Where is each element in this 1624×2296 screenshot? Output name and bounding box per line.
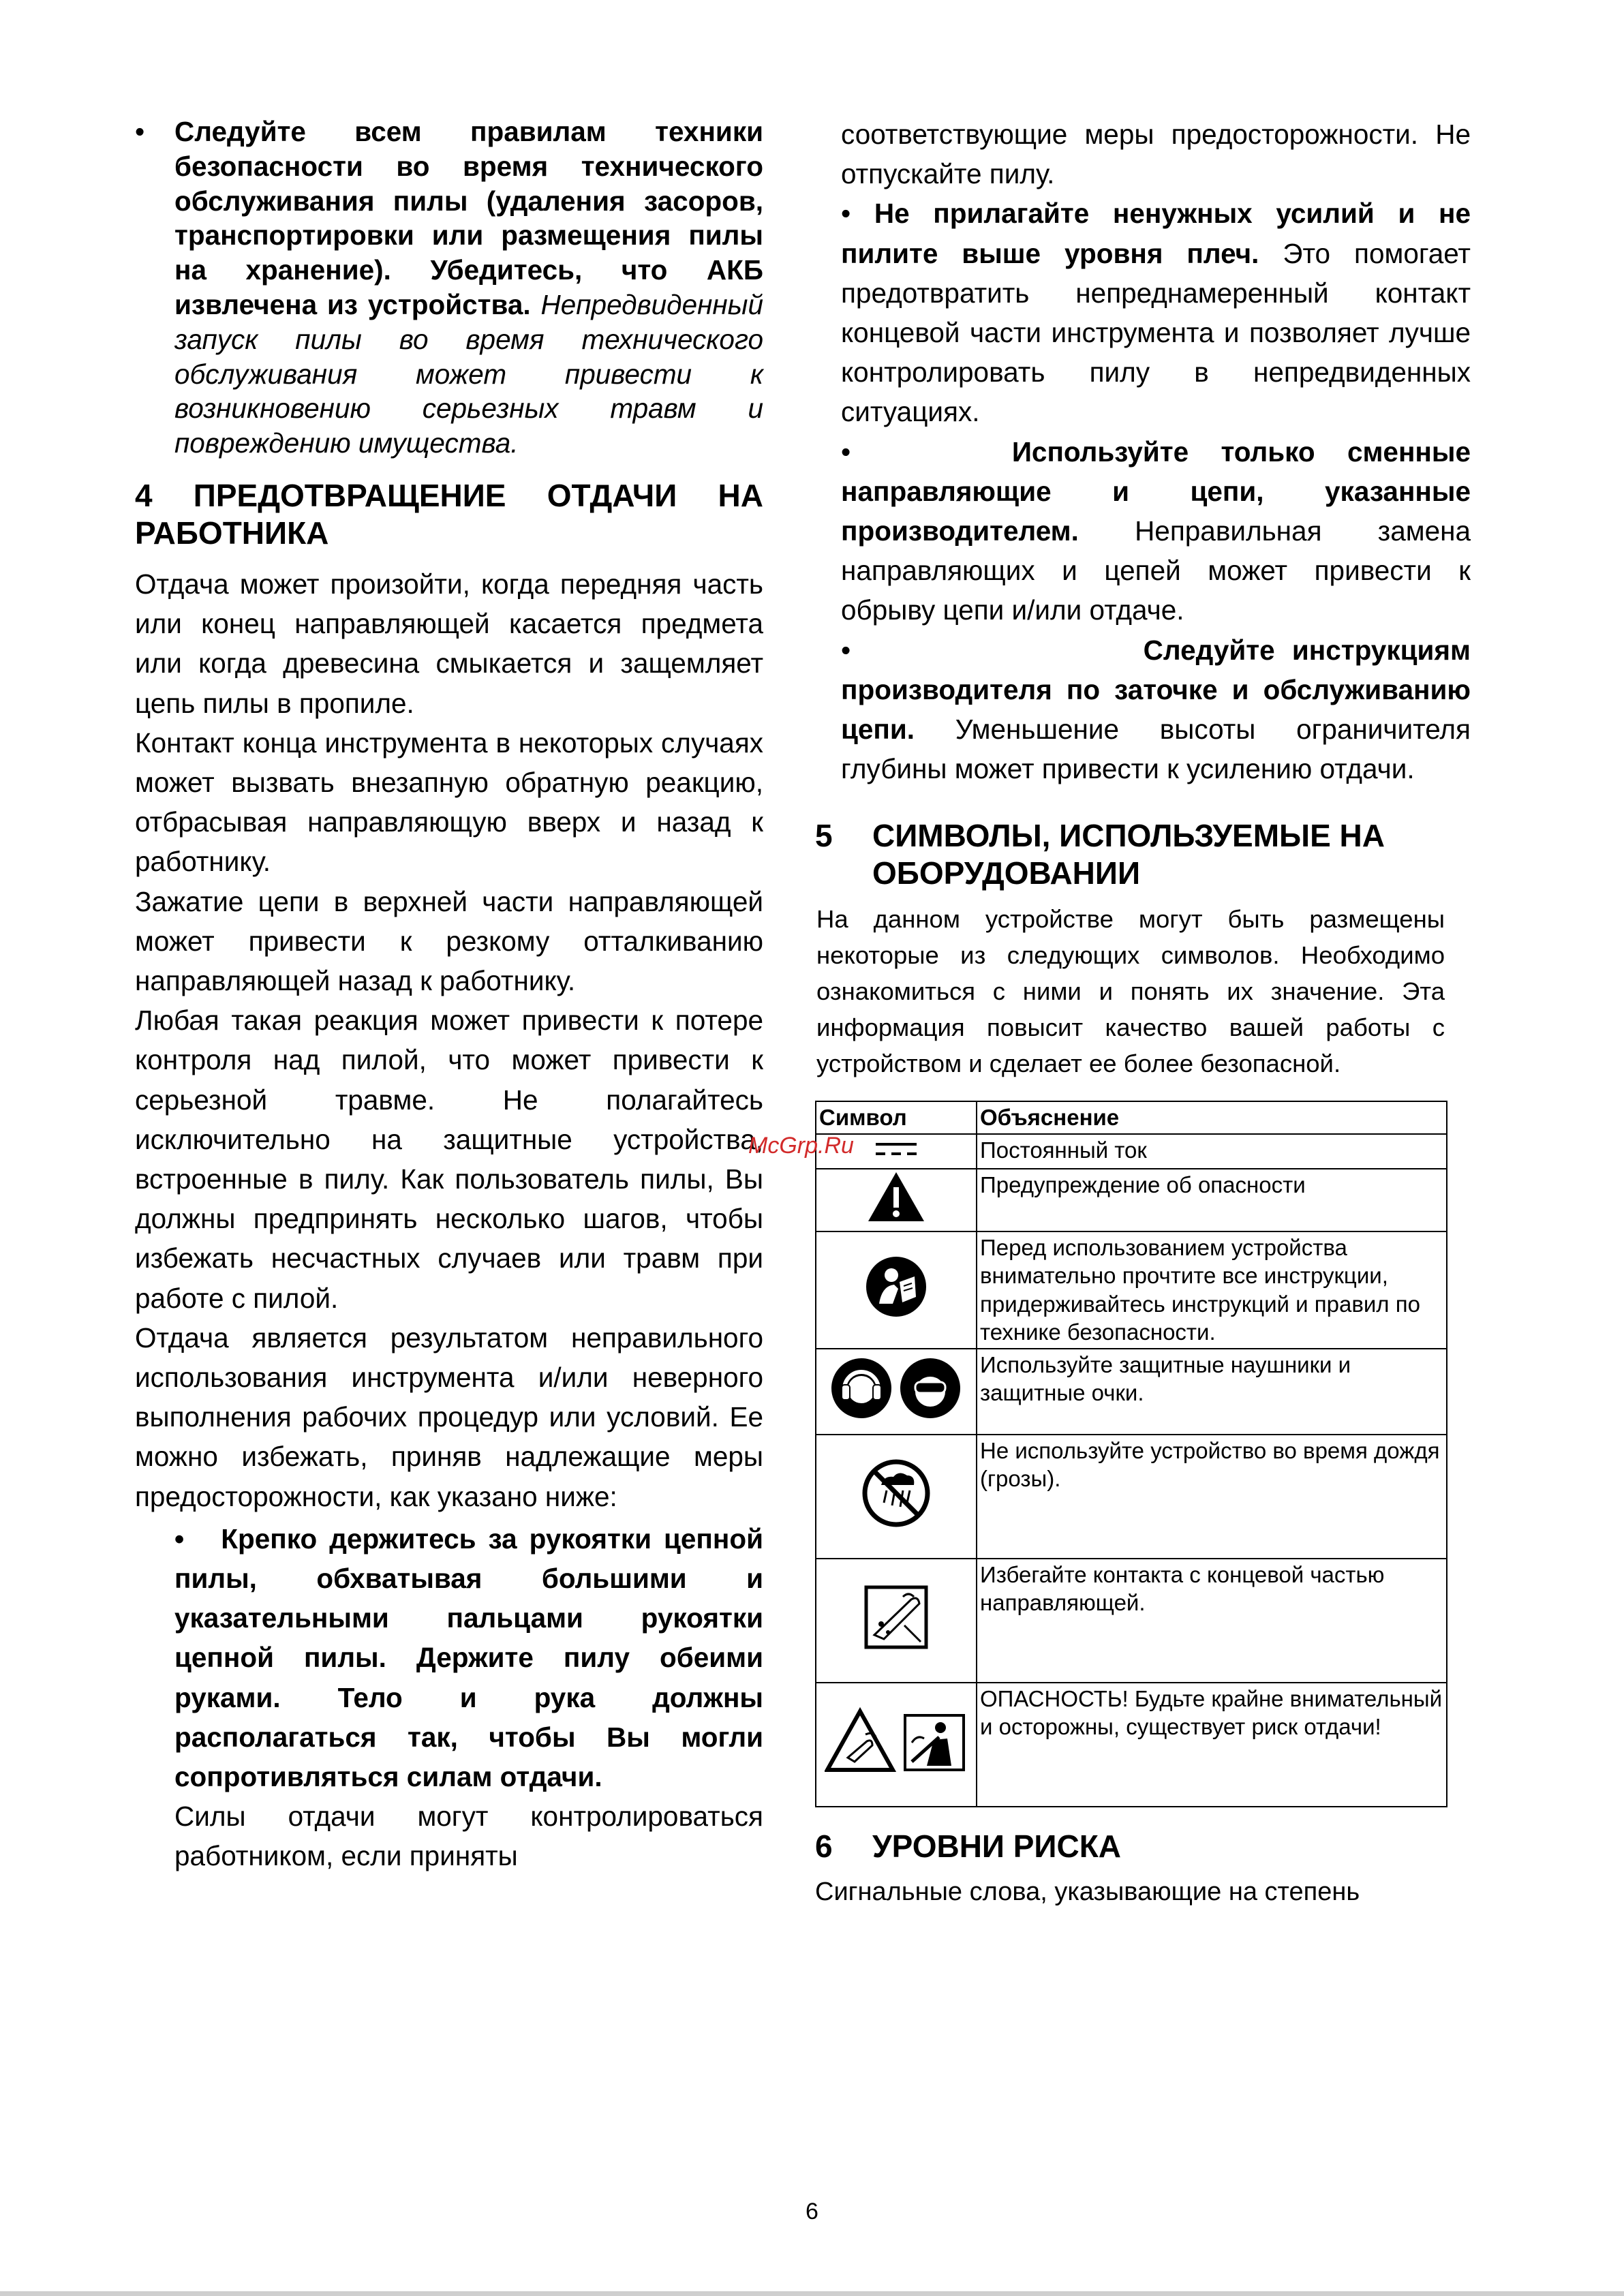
- table-row: [816, 1559, 1447, 1683]
- section-6-text: Сигнальные слова, указывающие на степень: [815, 1877, 1360, 1906]
- bullet-marker: •: [174, 1522, 185, 1555]
- explanation-cell: Избегайте контакта с концевой частью направляющей.: [977, 1559, 1447, 1683]
- bullet-text: Это помогает предотвратить непреднамеренный контакт концевой части инструмента и позволяет лучше контролировать пилу в непредвиденных ситуациях.: [841, 237, 1471, 428]
- bullet-text: Неправильная замена направляющих и цепей может привести к обрыву цепи и/или отдаче.: [841, 515, 1471, 626]
- section-6-heading: [815, 1828, 1471, 1865]
- ear-eye-protection-icon: [829, 1356, 963, 1420]
- kickback-danger-icon: [825, 1707, 968, 1775]
- explanation-cell: Перед использованием устройства внимательно прочтите все инструкции, придерживайтесь инструкций и правил по технике безопасности.: [977, 1231, 1447, 1349]
- paragraph: Любая такая реакция может привести к потере контроля над пилой, что может привести к серьезной травме. Не полагайтесь исключительно на защитные устройства, встроенные в пилу. Как пользователь пилы, Вы должны предпринять несколько шагов, чтобы избежать несчастных случаев или травм при работе с пилой.: [135, 1005, 763, 1314]
- symbol-cell: [816, 1231, 977, 1349]
- left-column: [135, 114, 763, 1876]
- bullet-bold-text: Используйте только сменные направляющие и цепи, указанные производителем.: [841, 435, 1471, 547]
- paragraph-kickback-control: Силы отдачи могут контролироваться работником, если приняты: [174, 1801, 763, 1872]
- bullet-bold-text: Следуйте инструкциям производителя по заточке и обслуживанию цепи.: [841, 634, 1471, 746]
- symbols-table: [815, 1101, 1447, 1807]
- paragraph: Отдача может произойти, когда передняя часть или конец направляющей касается предмета или когда древесина смыкается и защемляет цепь пилы в пропиле.: [135, 568, 763, 719]
- table-row: [816, 1683, 1447, 1807]
- table-row: [816, 1435, 1447, 1559]
- explanation-cell: Постоянный ток: [977, 1134, 1447, 1169]
- bullet-sharpening: [841, 630, 1471, 789]
- table-header-row: [816, 1101, 1447, 1134]
- bullet-marker: •: [841, 435, 851, 468]
- explanation-cell: Не используйте устройство во время дождя (грозы).: [977, 1435, 1447, 1559]
- section-title: СИМВОЛЫ, ИСПОЛЬЗУЕМЫЕ НА ОБОРУДОВАНИИ: [872, 818, 1385, 891]
- paragraph-continuation: соответствующие меры предосторожности. Не отпускайте пилу.: [841, 119, 1471, 190]
- bullet-no-force: [841, 194, 1471, 431]
- bullet-marker: •: [135, 116, 145, 147]
- bullet-text: Уменьшение высоты ограничителя глубины может привести к усилению отдачи.: [841, 714, 1471, 785]
- read-manual-icon: [864, 1255, 928, 1319]
- section-4-heading: 4 ПРЕДОТВРАЩЕНИЕ ОТДАЧИ НА РАБОТНИКА: [135, 477, 763, 551]
- bullet-grip-handles: [135, 1519, 763, 1796]
- section-title: УРОВНИ РИСКА: [872, 1828, 1122, 1864]
- section-number: 5: [815, 818, 833, 854]
- symbol-cell: [816, 1559, 977, 1683]
- right-column: [815, 114, 1471, 1909]
- table-row: [816, 1169, 1447, 1231]
- bullet-marker: •: [841, 634, 851, 666]
- bullet-bold-text: Крепко держитесь за рукоятки цепной пилы, обхватывая большими и указательными пальцами рукоятки цепной пилы. Держите пилу обеими руками. Тело и рука должны располагаться так, чтобы Вы могли сопротивляться силам отдачи.: [174, 1522, 763, 1793]
- paragraph: Отдача является результатом неправильного использования инструмента и/или неверного выполнения рабочих процедур или условий. Ее можно избежать, приняв надлежащие меры предосторожности, как указано ниже:: [135, 1321, 763, 1512]
- column-header: Объяснение: [977, 1101, 1447, 1134]
- bullet-bold-text: Не прилагайте ненужных усилий и не пилите выше уровня плеч.: [841, 198, 1471, 269]
- bullet-bold-text: Следуйте всем правилам техники безопасности во время технического обслуживания пилы (удаления засоров, транспортировки или размещения пилы на хранение). Убедитесь, что АКБ извлечена из устройства.: [174, 116, 763, 320]
- table-row: [816, 1134, 1447, 1169]
- section-number: 6: [815, 1828, 833, 1864]
- bullet-replacement-parts: [841, 432, 1471, 630]
- warning-triangle-icon: [865, 1169, 927, 1224]
- explanation-cell: Используйте защитные наушники и защитные очки.: [977, 1349, 1447, 1435]
- bottom-divider: [0, 2291, 1624, 2296]
- explanation-cell: Предупреждение об опасности: [977, 1169, 1447, 1231]
- symbol-cell: [816, 1435, 977, 1559]
- paragraph: Зажатие цепи в верхней части направляющей может привести к резкому отталкиванию направляющей назад к работнику.: [135, 885, 763, 996]
- direct-current-icon: [869, 1135, 923, 1162]
- symbol-cell: [816, 1349, 977, 1435]
- symbol-cell: [816, 1169, 977, 1231]
- bullet-italic-text: Непредвиденный запуск пилы во время технического обслуживания может привести к возникновению серьезных травм и повреждению имущества.: [174, 288, 763, 459]
- page-number: 6: [806, 2199, 818, 2224]
- symbol-cell: [816, 1683, 977, 1807]
- paragraph: Контакт конца инструмента в некоторых случаях может вызвать внезапную обратную реакцию, отбрасывая направляющую вверх и назад к работнику.: [135, 726, 763, 878]
- avoid-bar-tip-icon: [863, 1585, 929, 1650]
- table-row: [816, 1231, 1447, 1349]
- section-5-heading: [815, 817, 1471, 892]
- section-5-intro: На данном устройстве могут быть размещены некоторые из следующих символов. Необходимо ознакомиться с ними и понять их значение. Эта информация повысит качество вашей работы с устройством и сделает ее более безопасной.: [816, 905, 1445, 1077]
- bullet-maintenance-safety: [135, 114, 763, 461]
- no-rain-icon: [861, 1458, 932, 1529]
- column-header: Символ: [816, 1101, 977, 1134]
- table-row: [816, 1349, 1447, 1435]
- bullet-marker: •: [841, 198, 851, 230]
- watermark: McGrp.Ru: [748, 1133, 854, 1159]
- explanation-cell: ОПАСНОСТЬ! Будьте крайне внимательный и осторожны, существует риск отдачи!: [977, 1683, 1447, 1807]
